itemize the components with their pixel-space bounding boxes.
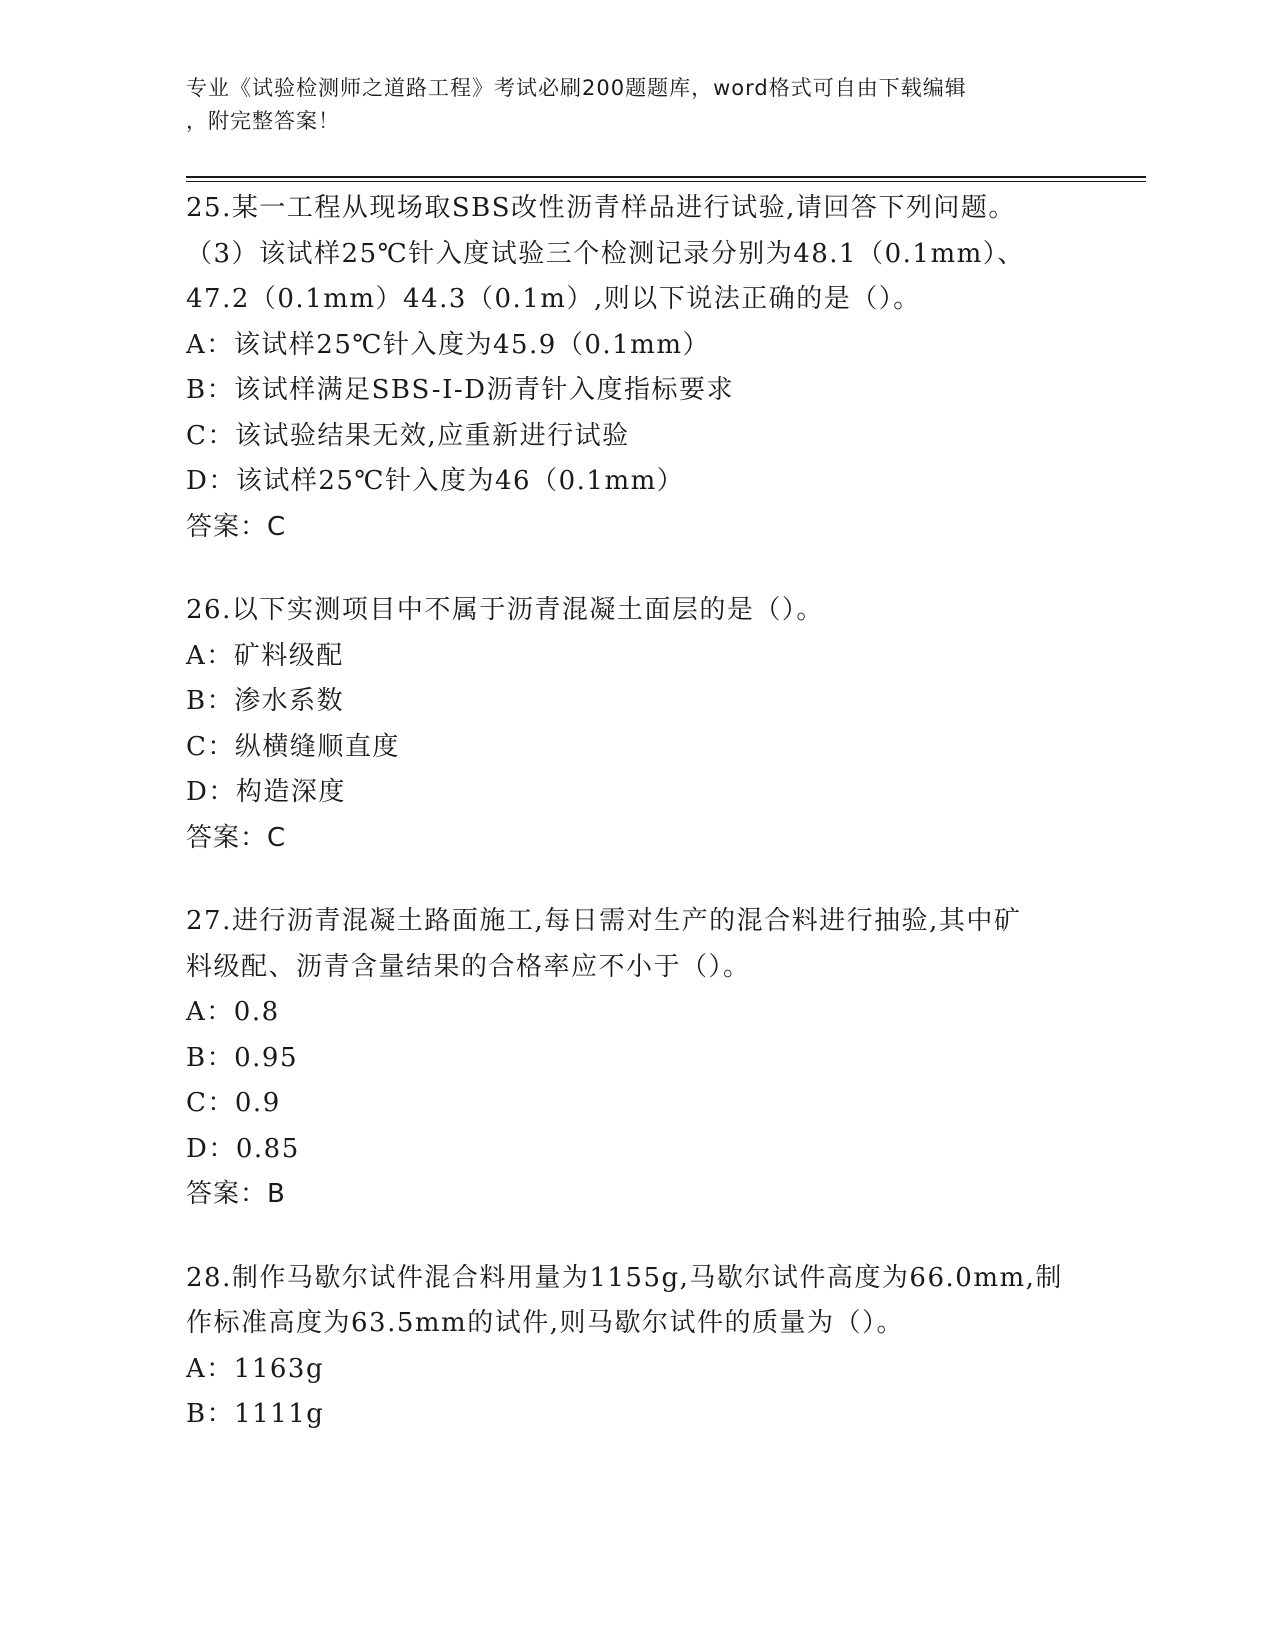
question-28 [186,1256,1146,1438]
option-a: A：该试样25℃针入度为45.9（0.1mm） [186,329,710,360]
option-d: D：该试样25℃针入度为46（0.1mm） [186,466,685,496]
header-line-2: ，附完整答案！ [186,109,340,133]
option-d: D：0.85 [186,1133,300,1164]
option-c: C：纵横缝顺直度 [186,731,400,762]
option-b: B：0.95 [186,1042,298,1073]
question-27 [186,899,1146,1218]
question-list [186,186,1146,1476]
question-stem-line: 26.以下实测项目中不属于沥青混凝土面层的是（）。 [186,595,824,625]
question-stem-line: 料级配、沥青含量结果的合格率应不小于（）。 [186,951,751,982]
option-a: A：矿料级配 [186,640,344,671]
option-a: A：0.8 [186,997,280,1027]
option-d: D：构造深度 [186,777,346,807]
answer: 答案：C [186,822,287,853]
header-divider-thick [186,176,1146,178]
header-line-1: 专业《试验检测师之道路工程》考试必刷200题题库，word格式可自由下载编辑 [186,76,967,100]
header-divider-thin [186,181,1146,182]
answer: 答案：B [186,1179,286,1209]
option-b: B：渗水系数 [186,686,345,716]
option-c: C：该试验结果无效,应重新进行试验 [186,420,630,451]
question-stem-line: 47.2（0.1mm）44.3（0.1m）,则以下说法正确的是（）。 [186,284,921,314]
option-a: A：1163g [186,1353,325,1384]
question-26 [186,588,1146,861]
question-stem-line: 25.某一工程从现场取SBS改性沥青样品进行试验,请回答下列问题。 [186,193,1016,223]
question-stem-line: （3）该试样25℃针入度试验三个检测记录分别为48.1（0.1mm）、 [186,238,1025,269]
question-stem-line: 28.制作马歇尔试件混合料用量为1155g,马歇尔试件高度为66.0mm,制 [186,1262,1063,1293]
document-header [186,72,1066,138]
option-b: B：1111g [186,1399,325,1429]
question-25 [186,186,1146,550]
question-stem-line: 作标准高度为63.5mm的试件,则马歇尔试件的质量为（）。 [186,1308,904,1338]
answer: 答案：C [186,511,287,542]
option-c: C：0.9 [186,1088,281,1118]
question-stem-line: 27.进行沥青混凝土路面施工,每日需对生产的混合料进行抽验,其中矿 [186,906,1022,936]
option-b: B：该试样满足SBS-Ⅰ-D沥青针入度指标要求 [186,375,734,405]
